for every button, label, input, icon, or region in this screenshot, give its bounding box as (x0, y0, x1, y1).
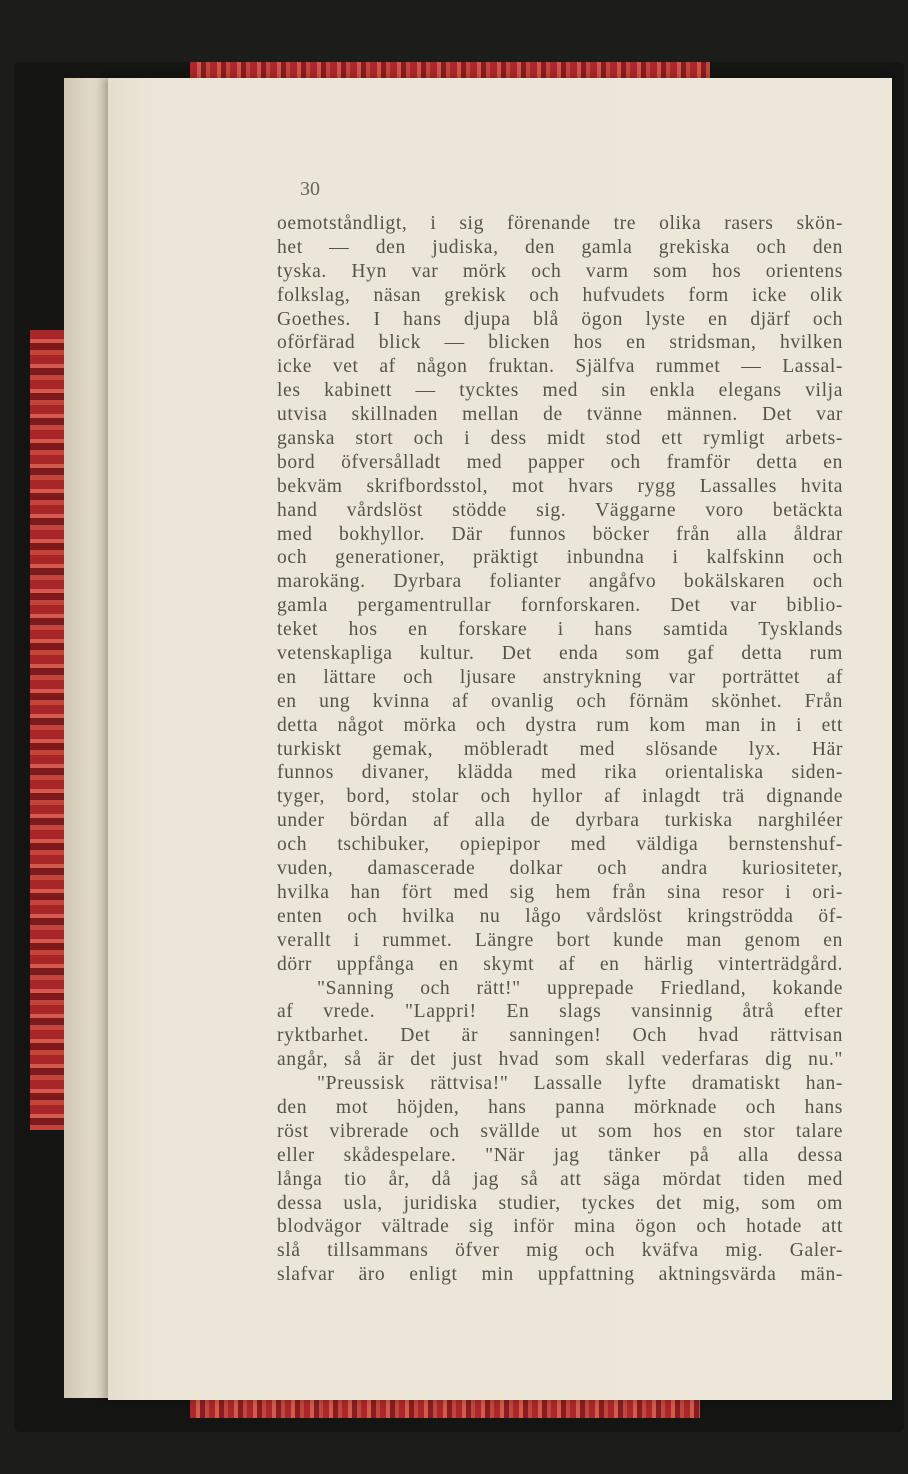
text-line: les kabinett — tycktes med sin enkla elegans vilja (277, 380, 843, 402)
text-line: gamla pergamentrullar fornforskaren. Det var biblio- (277, 595, 843, 617)
marbled-edge-left (30, 330, 64, 1130)
page-number: 30 (300, 178, 320, 200)
text-line: vetenskapliga kultur. Det enda som gaf detta rum (277, 643, 843, 665)
text-line: långa tio år, då jag så att säga mördat tiden med (277, 1168, 843, 1190)
text-line: enten och hvilka nu lågo vårdslöst kringströdda öf- (277, 905, 843, 927)
text-line: Goethes. I hans djupa blå ögon lyste en djärf och (277, 308, 843, 330)
text-line: af vrede. "Lappri! En slags vansinnig åtrå efter (277, 1001, 843, 1023)
text-line: vuden, damascerade dolkar och andra kuriositeter, (277, 858, 843, 880)
text-line: turkiskt gemak, möbleradt med slösande lyx. Här (277, 738, 843, 760)
text-line: detta något mörka och dystra rum kom man in i ett (277, 714, 843, 736)
text-line: tyska. Hyn var mörk och varm som hos orientens (277, 260, 843, 282)
text-line: teket hos en forskare i hans samtida Tysklands (277, 619, 843, 641)
text-line: oförfärad blick — blicken hos en stridsman, hvilken (277, 332, 843, 354)
text-line: funnos divaner, klädda med rika orientaliska siden- (277, 762, 843, 784)
text-line: slå tillsammans öfver mig och kväfva mig. Galer- (277, 1240, 843, 1262)
text-line: slafvar äro enligt min uppfattning aktningsvärda män- (277, 1264, 843, 1286)
text-line: verallt i rummet. Längre bort kunde man genom en (277, 929, 843, 951)
text-line: med bokhyllor. Där funnos böcker från alla åldrar (277, 523, 843, 545)
text-line: bord öfversålladt med papper och framför detta en (277, 451, 843, 473)
text-line: "Preussisk rättvisa!" Lassalle lyfte dramatiskt han- (317, 1073, 843, 1095)
text-line: och tschibuker, opiepipor med väldiga bernstenshuf- (277, 834, 843, 856)
text-line: röst vibrerade och svällde ut som hos en stor talare (277, 1120, 843, 1142)
text-line: ganska stort och i dess midt stod ett rymligt arbets- (277, 428, 843, 450)
text-line: angår, så är det just hvad som skall vederfaras dig nu." (277, 1049, 843, 1071)
marbled-edge-bottom (190, 1398, 700, 1418)
text-line: hvilka han fört med sig hem från sina resor i ori- (277, 881, 843, 903)
text-line: en ung kvinna af ovanlig och förnäm skönhet. Från (277, 690, 843, 712)
text-line: blodvägor vältrade sig inför mina ögon och hotade att (277, 1216, 843, 1238)
text-line: hand vårdslöst stödde sig. Väggarne voro betäckta (277, 499, 843, 521)
text-line: och generationer, präktigt inbundna i kalfskinn och (277, 547, 843, 569)
text-line: dessa usla, juridiska studier, tyckes det mig, som om (277, 1192, 843, 1214)
text-line: en lättare och ljusare anstrykning var porträttet af (277, 666, 843, 688)
text-line: under bördan af alla de dyrbara turkiska narghiléer (277, 810, 843, 832)
text-line: tyger, bord, stolar och hyllor af inlagdt trä dignande (277, 786, 843, 808)
text-line: dörr uppfånga en skymt af en härlig vinterträdgård. (277, 953, 843, 975)
text-line: eller skådespelare. "När jag tänker på alla dessa (277, 1144, 843, 1166)
text-line: het — den judiska, den gamla grekiska och den (277, 236, 843, 258)
text-line: folkslag, näsan grekisk och hufvudets form icke olik (277, 284, 843, 306)
text-line: bekväm skrifbordsstol, mot hvars rygg Lassalles hvita (277, 475, 843, 497)
text-line: oemotståndligt, i sig förenande tre olika rasers skön- (277, 213, 843, 234)
text-line: utvisa skillnaden mellan de tvänne männen. Det var (277, 404, 843, 426)
text-line: marokäng. Dyrbara folianter angåfvo bokälskaren och (277, 571, 843, 593)
text-line: icke vet af någon fruktan. Själfva rummet — Lassal- (277, 356, 843, 378)
text-line: ryktbarhet. Det är sanningen! Och hvad rättvisan (277, 1025, 843, 1047)
text-line: den mot höjden, hans panna mörknade och hans (277, 1096, 843, 1118)
body-text (277, 212, 843, 1287)
text-line: "Sanning och rätt!" upprepade Friedland, kokande (317, 977, 843, 999)
